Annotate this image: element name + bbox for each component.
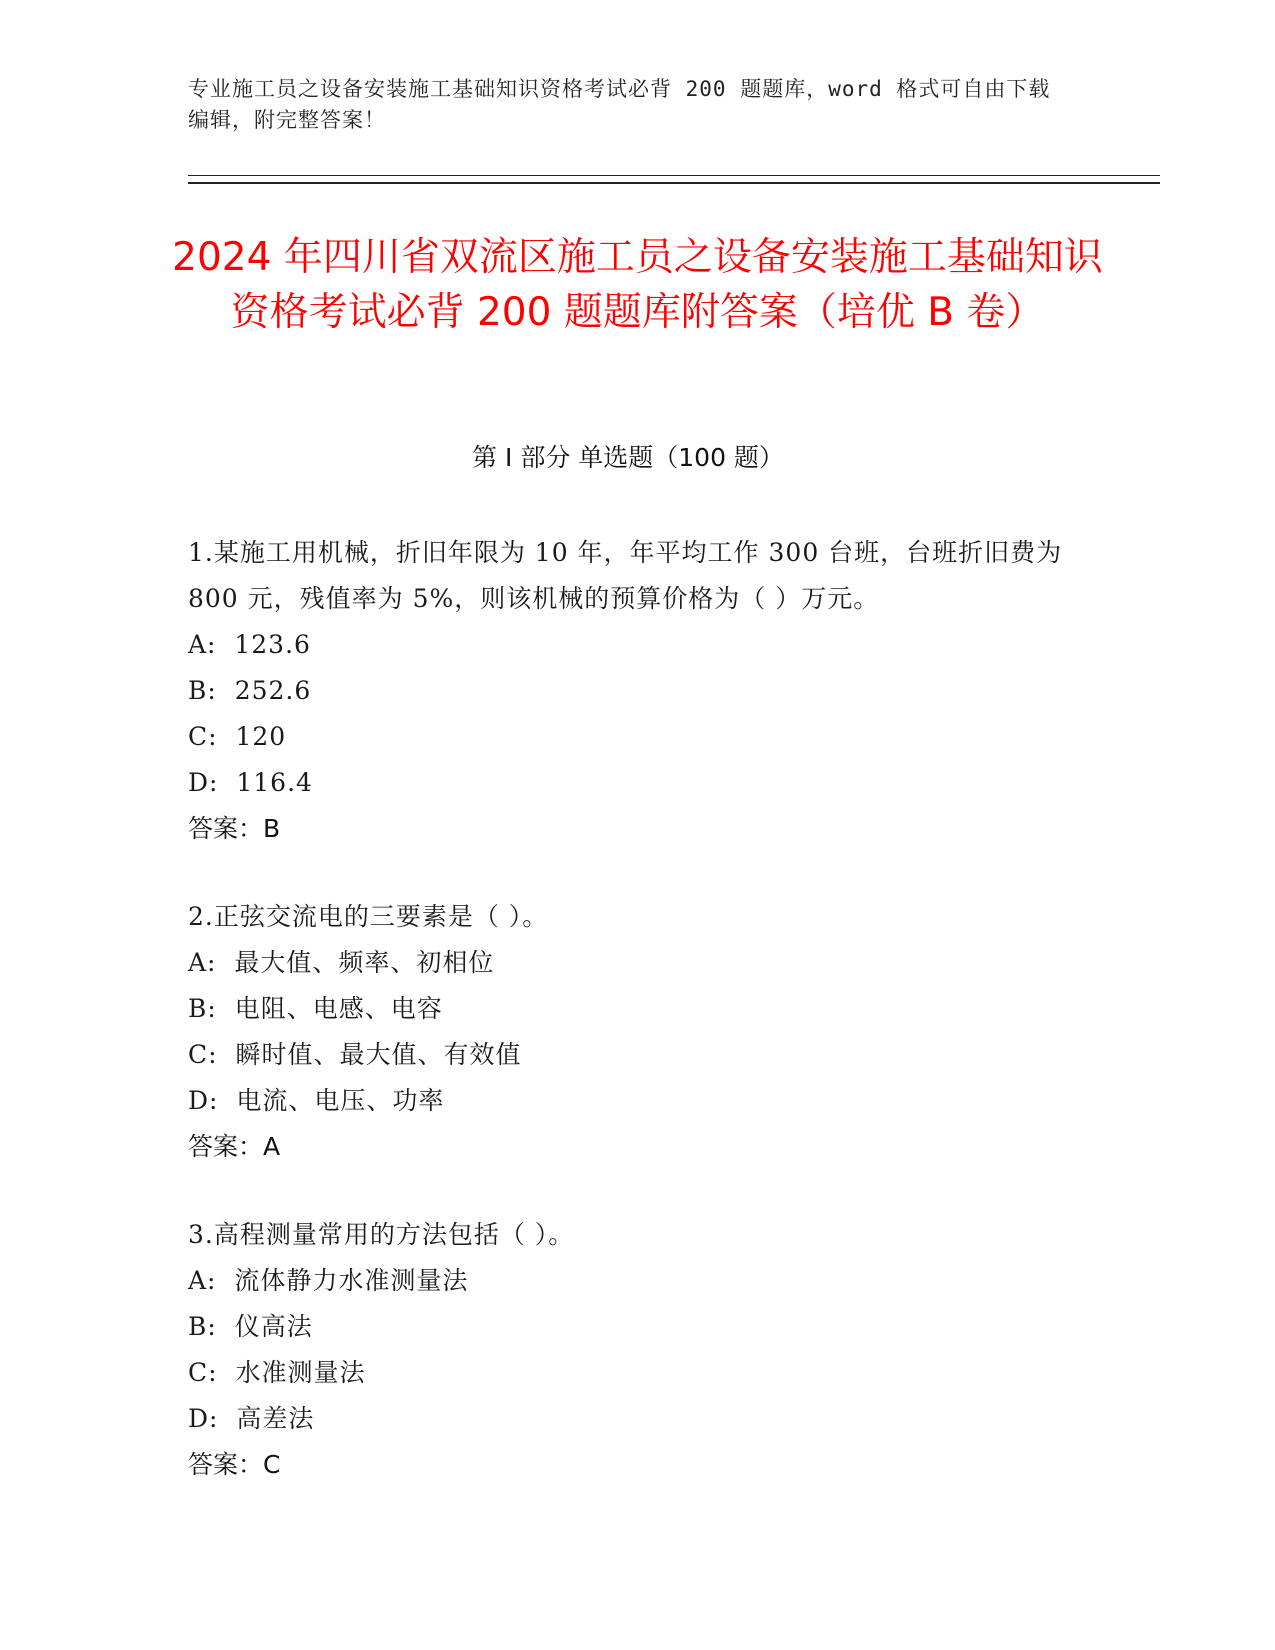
answer: 答案：B [188,814,281,843]
header-divider-thick [188,182,1160,184]
header-note: 专业施工员之设备安装施工基础知识资格考试必背 200 题题库，word 格式可自由下载编辑，附完整答案！ [188,77,1051,132]
option-b: B: 仪高法 [188,1312,313,1341]
option-a: A: 123.6 [188,630,311,659]
question-1 [188,530,1088,852]
document-title: 2024 年四川省双流区施工员之设备安装施工基础知识资格考试必背 200 题题库附答案（培优 B 卷） [172,235,1103,335]
option-a: A: 流体静力水准测量法 [188,1266,469,1295]
option-d: D: 116.4 [188,768,313,797]
answer: 答案：C [188,1450,281,1479]
option-a: A: 最大值、频率、初相位 [188,948,495,977]
question-stem: 2.正弦交流电的三要素是（ ）。 [188,902,549,931]
option-b: B: 252.6 [188,676,312,705]
section-title: 第 I 部分 单选题（100 题） [472,443,784,472]
question-stem: 1.某施工用机械，折旧年限为 10 年，年平均工作 300 台班，台班折旧费为 800 元，残值率为 5%，则该机械的预算价格为（ ）万元。 [188,538,1063,613]
question-3 [188,1212,1088,1488]
option-c: C: 水准测量法 [188,1358,366,1387]
question-stem: 3.高程测量常用的方法包括（ ）。 [188,1220,575,1249]
question-2 [188,894,1088,1170]
option-d: D: 高差法 [188,1404,315,1433]
option-c: C: 120 [188,722,287,751]
header-divider-thin [188,175,1160,176]
option-b: B: 电阻、电感、电容 [188,994,443,1023]
question-list [188,530,1088,1530]
answer: 答案：A [188,1132,281,1161]
option-d: D: 电流、电压、功率 [188,1086,445,1115]
option-c: C: 瞬时值、最大值、有效值 [188,1040,522,1069]
